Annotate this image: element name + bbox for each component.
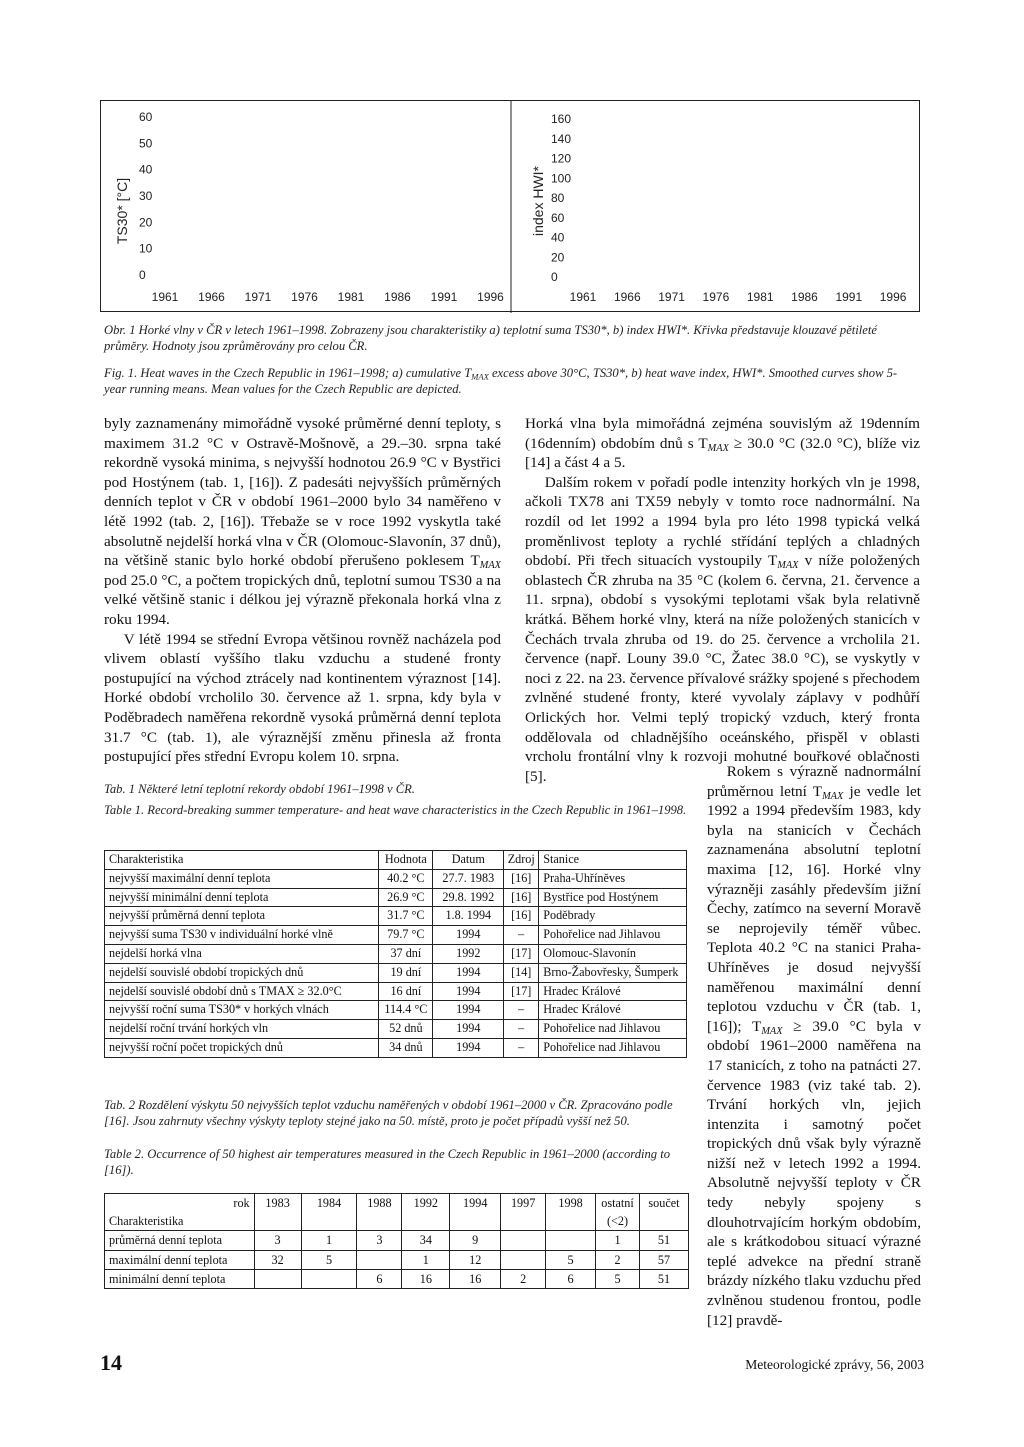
table1-cell: – xyxy=(504,1038,539,1057)
panel-a-ytick: 40 xyxy=(139,162,153,177)
narrow-part-a: Rokem s výrazně nadnormální průměrnou letní T xyxy=(707,763,921,800)
table2-cell: 6 xyxy=(357,1269,402,1288)
table2-other-bottom: (<2) xyxy=(596,1212,640,1231)
caption-en-sub: MAX xyxy=(471,371,489,382)
table1-cell: Hradec Králové xyxy=(539,1001,687,1020)
table2-cell: 32 xyxy=(254,1250,301,1269)
table2-cell: 51 xyxy=(640,1231,689,1250)
panel-b-xtick: 1981 xyxy=(746,290,774,304)
left-paragraph-1 xyxy=(104,414,501,630)
table1-cell: 1994 xyxy=(433,963,504,982)
table1-cell: 26.9 °C xyxy=(379,888,433,907)
table2-cell: 2 xyxy=(501,1269,546,1288)
table2-header-row-1 xyxy=(105,1194,689,1213)
table2-cell xyxy=(546,1231,596,1250)
table1-cell: Pohořelice nad Jihlavou xyxy=(539,1020,687,1039)
panel-a-xtick: 1996 xyxy=(477,290,504,304)
table2-row-label: průměrná denní teplota xyxy=(105,1231,255,1250)
table1-cell: Bystřice pod Hostýnem xyxy=(539,888,687,907)
table1-caption-en: Table 1. Record-breaking summer temperature- and heat wave characteristics in the Czech Republic in 1961–1998. xyxy=(104,803,687,817)
table1-cell: nejvyšší maximální denní teplota xyxy=(105,869,379,888)
table2-corner-bottom: Charakteristika xyxy=(105,1212,255,1231)
table1-row xyxy=(105,888,687,907)
panel-a-ylabel: TS30* [°C] xyxy=(114,177,130,245)
table1-header-cell: Charakteristika xyxy=(105,851,379,870)
page-number: 14 xyxy=(100,1350,122,1375)
panel-a-xtick: 1991 xyxy=(430,290,458,304)
panel-b-ytick: 60 xyxy=(551,210,565,225)
left-column xyxy=(104,414,501,767)
table2-cell: 9 xyxy=(450,1231,501,1250)
table-1 xyxy=(104,850,687,1058)
table1-row xyxy=(105,1001,687,1020)
table1-cell: 1994 xyxy=(433,1001,504,1020)
table1-cell: 1994 xyxy=(433,1038,504,1057)
right-p2-sub: MAX xyxy=(777,560,799,572)
panel-b-ytick: 40 xyxy=(551,230,565,245)
narrow-column xyxy=(707,762,921,1330)
table1-cell: Pohořelice nad Jihlavou xyxy=(539,926,687,945)
figure-caption-en xyxy=(104,365,918,397)
table2-cell xyxy=(501,1231,546,1250)
panel-b-ylabel: index HWI* xyxy=(530,165,546,237)
panel-b-ytick: 20 xyxy=(551,250,565,265)
right-paragraph-1 xyxy=(525,414,920,473)
right-p2-part-a: Dalším rokem v pořadí podle intenzity horkých vln je 1998, ačkoli TX78 ani TX59 nebyly v tomto roce nadnormální. Na rozdíl od let 1992 a 1994 byla pro léto 1998 typická velká proměnlivost teploty a rychlé střídání teplých a chladných období. Při třech situacích vystoupily T xyxy=(525,473,920,570)
right-p1-part-a: Horká vlna byla mimořádná zejména souvislým až 19denním (16denním) obdobím dnů s T xyxy=(525,415,920,452)
left-paragraph-2: V létě 1994 se střední Evropa většinou rovněž nacházela pod vlivem oblastí vyššího tlaku vzduchu a studené fronty postupující na východ ztrácely nad kontinentem výraznost [14]. Horké období vrcholilo 30. července až 1. srpna, kdy byla v Poděbradech naměřena rekordně vysoká průměrná denní teplota 31.7 °C (tab. 1), ale výraznější změnu přinesla až fronta postupující přes střední Evropu kolem 10. srpna. xyxy=(104,630,501,766)
table1-header-cell: Zdroj xyxy=(504,851,539,870)
table2-cell: 51 xyxy=(640,1269,689,1288)
panel-b-xtick: 1996 xyxy=(879,290,907,304)
panel-a-ytick: 60 xyxy=(139,110,153,124)
table2-caption-cz: Tab. 2 Rozdělení výskytu 50 nejvyšších teplot vzduchu naměřených v období 1961–2000 v ČR. Zpracováno podle [16]. Jsou zahrnuty všechny výskyty teploty stejné jako na 50. místě, proto je počet případů vyšší než 50. xyxy=(104,1098,673,1128)
table1-cell: – xyxy=(504,926,539,945)
table1-cell: Pohořelice nad Jihlavou xyxy=(539,1038,687,1057)
table1-cell: [16] xyxy=(504,888,539,907)
panel-a-xtick: 1976 xyxy=(291,290,318,304)
right-p1-sub: MAX xyxy=(707,442,729,454)
panel-b-ytick: 80 xyxy=(551,191,565,205)
table1-cell: 79.7 °C xyxy=(379,926,433,945)
table1-row xyxy=(105,869,687,888)
table2-year-cell: 1994 xyxy=(450,1194,501,1231)
narrow-paragraph xyxy=(707,762,921,1330)
table1-cell: 27.7. 1983 xyxy=(433,869,504,888)
right-p1-part-b: ≥ 30.0 °C (32.0 °C), blíže viz [14] a část 4 a 5. xyxy=(525,434,920,472)
table1-row xyxy=(105,926,687,945)
table1-cell: Poděbrady xyxy=(539,907,687,926)
panel-b-ytick: 0 xyxy=(551,270,558,284)
table1-cell: 40.2 °C xyxy=(379,869,433,888)
table2-cell: 5 xyxy=(301,1250,357,1269)
figure-caption-cz: Obr. 1 Horké vlny v ČR v letech 1961–1998. Zobrazeny jsou charakteristiky a) teplotní suma TS30*, b) index HWI*. Křivka představuje klouzavé pětileté průměry. Hodnoty jsou zprůměrovány pro celou ČR. xyxy=(104,323,877,353)
table1-cell: nejvyšší roční počet tropických dnů xyxy=(105,1038,379,1057)
table2-row xyxy=(105,1269,689,1288)
table1-cell: [16] xyxy=(504,869,539,888)
table2-year-cell: 1988 xyxy=(357,1194,402,1231)
table1-cell: 37 dní xyxy=(379,944,433,963)
table1-cell: Hradec Králové xyxy=(539,982,687,1001)
table1-caption-cz: Tab. 1 Některé letní teplotní rekordy období 1961–1998 v ČR. xyxy=(104,782,415,796)
table1-row xyxy=(105,963,687,982)
table2-cell: 57 xyxy=(640,1250,689,1269)
table2-cell: 16 xyxy=(402,1269,450,1288)
table2-cell: 12 xyxy=(450,1250,501,1269)
table1-row xyxy=(105,982,687,1001)
panel-b-xtick: 1976 xyxy=(702,290,730,304)
table1-cell: nejvyšší roční suma TS30* v horkých vlnách xyxy=(105,1001,379,1020)
table1-cell: nejvyšší suma TS30 v individuální horké vlně xyxy=(105,926,379,945)
table1-cell: 16 dní xyxy=(379,982,433,1001)
table2-cell: 5 xyxy=(546,1250,596,1269)
table2-year-cell: 1984 xyxy=(301,1194,357,1231)
table2-cell xyxy=(254,1269,301,1288)
panel-b-xtick: 1991 xyxy=(835,290,863,304)
table1-row xyxy=(105,1020,687,1039)
table1-cell: 1994 xyxy=(433,1020,504,1039)
panel-b-ytick: 140 xyxy=(551,131,572,146)
panel-a-ytick: 0 xyxy=(139,268,146,282)
table1-cell: [17] xyxy=(504,944,539,963)
table1-cell: 29.8. 1992 xyxy=(433,888,504,907)
table1-cell: [14] xyxy=(504,963,539,982)
table1-cell: Praha-Uhříněves xyxy=(539,869,687,888)
figure-svg xyxy=(101,101,921,313)
table1-row xyxy=(105,944,687,963)
table1-header-row xyxy=(105,851,687,870)
table1-cell: [17] xyxy=(504,982,539,1001)
table1-cell: 52 dnů xyxy=(379,1020,433,1039)
journal-footer: Meteorologické zprávy, 56, 2003 xyxy=(745,1357,924,1372)
table1-cell: nejvyšší minimální denní teplota xyxy=(105,888,379,907)
narrow-part-c: ≥ 39.0 °C byla v období 1961–2000 naměřena na 17 stanicích, z toho na patnácti 27. července 1983 (viz také tab. 2). Trvání horkých vln, jejich intenzita i samotný počet tropických dnů však byly výrazně nižší než v letech 1992 a 1994. Absolutně nejvyšší teploty v ČR tedy nebyly spojeny s dlouhotrvajícím horkým obdobím, ale s krátkodobou situací výrazné teplé advekce na přední straně brázdy nízkého tlaku vzduchu před zvlněnou studenou frontou, podle [12] pravdě- xyxy=(707,1017,921,1329)
table1-cell: 1994 xyxy=(433,982,504,1001)
table2-cell: 2 xyxy=(596,1250,640,1269)
table2-cell xyxy=(301,1269,357,1288)
right-column xyxy=(525,414,920,786)
table2-row-label: maximální denní teplota xyxy=(105,1250,255,1269)
table2-row-label: minimální denní teplota xyxy=(105,1269,255,1288)
panel-b-ytick: 120 xyxy=(551,151,572,166)
table2-year-cell: 1983 xyxy=(254,1194,301,1231)
left-p1-part-a: byly zaznamenány mimořádně vysoké průměrné denní teploty, s maximem 31.2 °C v Ostravě-Mošnově, a 29.–30. srpna také rekordně vysoká minima, s nejvyšší hodnotou 26.9 °C v Bystřici pod Hostýnem (tab. 1, [16]). Z padesáti nejvyšších průměrných denních teplot v ČR v období 1961–2000 bylo 34 naměřeno v létě 1992 (tab. 2, [16]). Třebaže se v roce 1992 vyskytla také absolutně nejdelší horká vlna v ČR (Olomouc-Slavonín, 37 dnů), na většině stanic bylo horké období přerušeno poklesem T xyxy=(104,415,501,570)
caption-en-part-b: excess above 30°C, TS30*, b) heat wave index, HWI*. Smoothed curves show 5-year running means. Mean values for the Czech Republic are depicted. xyxy=(104,366,898,396)
table1-row xyxy=(105,907,687,926)
table1-cell: nejdelší roční trvání horkých vln xyxy=(105,1020,379,1039)
table2-cell: 1 xyxy=(301,1231,357,1250)
panel-a xyxy=(114,110,504,304)
table2-other-top: ostatní xyxy=(596,1194,640,1213)
table1-cell: nejdelší souvislé období dnů s TMAX ≥ 32.0°C xyxy=(105,982,379,1001)
table2-cell: 34 xyxy=(402,1231,450,1250)
panel-b-xtick: 1961 xyxy=(569,290,597,304)
panel-a-xtick: 1961 xyxy=(151,290,179,304)
figure-1 xyxy=(100,100,920,312)
table2-corner-top: rok xyxy=(105,1194,255,1213)
table1-cell: [16] xyxy=(504,907,539,926)
panel-a-xtick: 1971 xyxy=(244,290,272,304)
table2-cell: 16 xyxy=(450,1269,501,1288)
left-p1-sub: MAX xyxy=(479,560,501,572)
table1-cell: Brno-Žabovřesky, Šumperk xyxy=(539,963,687,982)
table1-cell: 31.7 °C xyxy=(379,907,433,926)
right-paragraph-2 xyxy=(525,473,920,787)
table1-cell: 34 dnů xyxy=(379,1038,433,1057)
table2-year-cell: 1997 xyxy=(501,1194,546,1231)
table1-cell: – xyxy=(504,1020,539,1039)
table1-cell: 1994 xyxy=(433,926,504,945)
table1-header-cell: Stanice xyxy=(539,851,687,870)
table-2 xyxy=(104,1193,689,1289)
panel-a-ytick: 30 xyxy=(139,189,153,203)
table1-cell: 19 dní xyxy=(379,963,433,982)
panel-a-xtick: 1986 xyxy=(384,290,411,304)
table2-row xyxy=(105,1231,689,1250)
table1-cell: nejvyšší průměrná denní teplota xyxy=(105,907,379,926)
narrow-sub-1: MAX xyxy=(822,790,844,802)
panel-b-xtick: 1986 xyxy=(791,290,818,304)
table2-cell: 3 xyxy=(254,1231,301,1250)
panel-b-ytick: 100 xyxy=(551,171,572,186)
panel-b xyxy=(530,112,907,304)
table2-cell xyxy=(357,1250,402,1269)
right-p2-part-b: v níže položených oblastech ČR zhruba na 35 °C (kolem 6. června, 21. července a 11. srpna), období s vysokými teplotami však byla relativně krátká. Během horké vlny, která na níže položených stanicích v Čechách trvala zhruba od 19. do 25. července a vrcholila 21. července (např. Louny 39.0 °C, Žatec 38.0 °C), se vyskytly v noci z 22. na 23. července přívalové srážky spojené s přechodem zvlněné studené fronty, které vyvolaly záplavy v podhůří Orlických hor. Velmi teplý tropický vzduch, který fronta oddělovala od chladnějšího oceánského, přispěl v oblasti vrcholu frontální vlny k rozvoji mohutné bouřkové oblačnosti [5]. xyxy=(525,552,920,785)
panel-a-ytick: 10 xyxy=(139,241,153,256)
table2-cell: 5 xyxy=(596,1269,640,1288)
panel-b-xtick: 1971 xyxy=(658,290,685,304)
table2-cell: 1 xyxy=(596,1231,640,1250)
table2-cell: 6 xyxy=(546,1269,596,1288)
table1-cell: 1992 xyxy=(433,944,504,963)
table1-cell: nejdelší souvislé období tropických dnů xyxy=(105,963,379,982)
table1-header-cell: Datum xyxy=(433,851,504,870)
table1-cell: nejdelší horká vlna xyxy=(105,944,379,963)
table2-year-cell: 1992 xyxy=(402,1194,450,1231)
narrow-part-b: je vedle let 1992 a 1994 především 1983, kdy byla na stanicích v Čechách zaznamenána absolutní teplotní maxima [12, 16]. Horké vlny výrazněji zasáhly především jižní Čechy, zatímco na severní Moravě se neprojevily téměř vůbec. Teplota 40.2 °C na stanici Praha-Uhříněves je dosud nejvyšší naměřenou maximální denní teplotou vzduchu v ČR (tab. 1, [16]); T xyxy=(707,782,921,1035)
table2-sum-header: součet xyxy=(640,1194,689,1231)
left-p1-part-b: pod 25.0 °C, a počtem tropických dnů, teplotní sumou TS30 a na velké většině stanic i délkou jej výrazně překonala horká vlna z roku 1994. xyxy=(104,571,501,628)
table2-cell: 1 xyxy=(402,1250,450,1269)
table1-row xyxy=(105,1038,687,1057)
table1-cell: – xyxy=(504,1001,539,1020)
table1-cell: Olomouc-Slavonín xyxy=(539,944,687,963)
caption-en-part-a: Fig. 1. Heat waves in the Czech Republic in 1961–1998; a) cumulative T xyxy=(104,366,472,380)
panel-a-xtick: 1981 xyxy=(337,290,365,304)
panel-a-ytick: 20 xyxy=(139,215,153,230)
narrow-sub-2: MAX xyxy=(761,1025,783,1037)
table1-cell: 114.4 °C xyxy=(379,1001,433,1020)
panel-a-xtick: 1966 xyxy=(198,290,225,304)
table2-caption-en: Table 2. Occurrence of 50 highest air temperatures measured in the Czech Republic in 1961–2000 (according to [16]). xyxy=(104,1147,671,1177)
table1-header-cell: Hodnota xyxy=(379,851,433,870)
panel-a-ytick: 50 xyxy=(139,136,153,151)
table2-row xyxy=(105,1250,689,1269)
table1-cell: 1.8. 1994 xyxy=(433,907,504,926)
panel-b-xtick: 1966 xyxy=(613,290,641,304)
panel-b-ytick: 160 xyxy=(551,112,572,126)
table2-cell: 3 xyxy=(357,1231,402,1250)
table2-cell xyxy=(501,1250,546,1269)
table2-year-cell: 1998 xyxy=(546,1194,596,1231)
